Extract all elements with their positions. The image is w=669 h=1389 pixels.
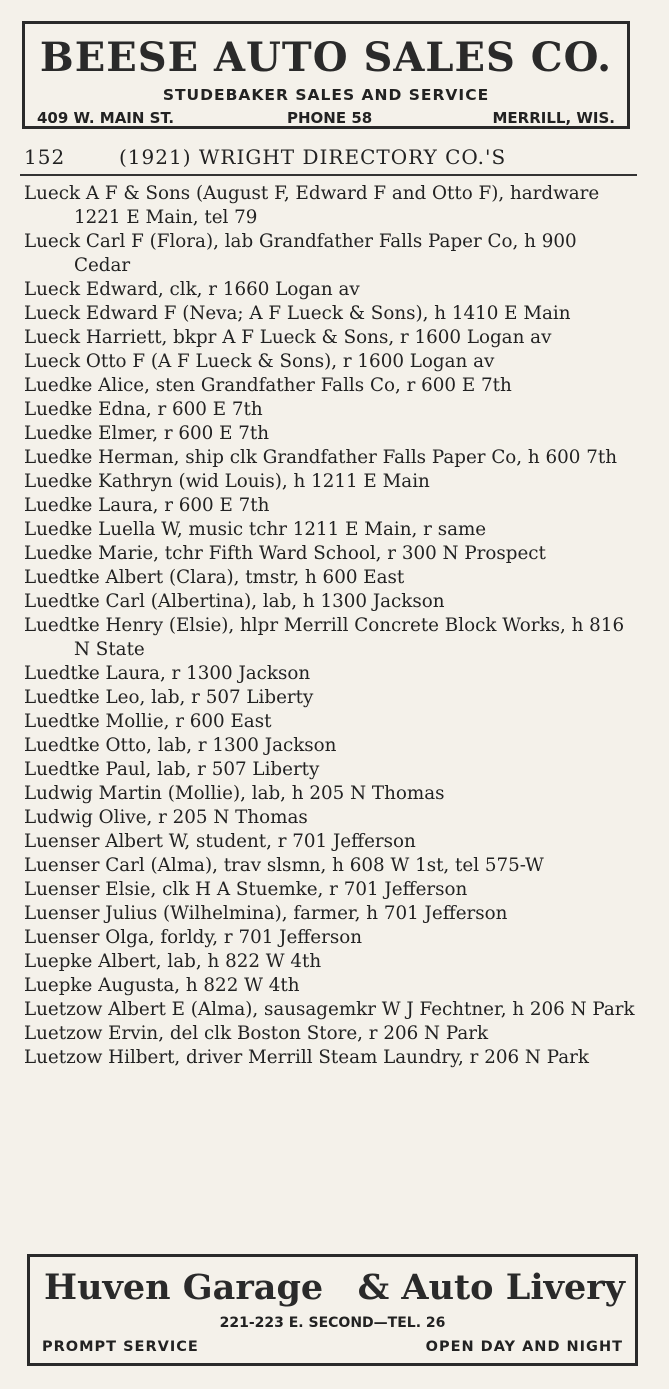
directory-entry: Lueck A F & Sons (August F, Edward F and Otto F), hardware 1221 E Main, tel 79 — [24, 183, 600, 228]
directory-entry: Luedke Laura, r 600 E 7th — [24, 495, 270, 516]
directory-entry: Luetzow Hilbert, driver Merrill Steam Laundry, r 206 N Park — [24, 1047, 589, 1068]
ad-title: BEESE AUTO SALES CO. — [39, 34, 613, 81]
directory-entry: Luedke Alice, sten Grandfather Falls Co, r 600 E 7th — [24, 375, 512, 396]
directory-entries — [24, 182, 638, 1070]
directory-entry: Luedke Kathryn (wid Louis), h 1211 E Main — [24, 471, 430, 492]
ad-city: MERRILL, WIS. — [492, 109, 615, 127]
directory-entry: Lueck Edward, clk, r 1660 Logan av — [24, 279, 360, 300]
directory-entry: Lueck Harriett, bkpr A F Lueck & Sons, r 1600 Logan av — [24, 327, 552, 348]
ad-title — [44, 1265, 625, 1315]
ad-tagline-left: PROMPT SERVICE — [42, 1339, 199, 1355]
directory-entry: Luedke Herman, ship clk Grandfather Falls Paper Co, h 600 7th — [24, 447, 617, 468]
directory-entry: Luepke Albert, lab, h 822 W 4th — [24, 951, 322, 972]
top-advertisement — [22, 21, 630, 129]
directory-entry: Luedtke Carl (Albertina), lab, h 1300 Jackson — [24, 591, 445, 612]
ad-tagline-right: OPEN DAY AND NIGHT — [425, 1339, 623, 1355]
ad-tagline-row — [42, 1339, 623, 1359]
directory-entry: Luedtke Albert (Clara), tmstr, h 600 East — [24, 567, 405, 588]
header-divider — [20, 174, 637, 176]
bottom-advertisement — [27, 1254, 638, 1366]
directory-entry: Luedtke Paul, lab, r 507 Liberty — [24, 759, 320, 780]
page-title: (1921) WRIGHT DIRECTORY CO.'S — [119, 145, 507, 169]
ad-subtitle: STUDEBAKER SALES AND SERVICE — [162, 86, 490, 104]
directory-entry: Luedtke Otto, lab, r 1300 Jackson — [24, 735, 337, 756]
ad-phone: PHONE 58 — [287, 109, 373, 127]
directory-entry: Ludwig Martin (Mollie), lab, h 205 N Thomas — [24, 783, 445, 804]
ad-title-right: & Auto Livery — [357, 1267, 625, 1308]
page-header — [24, 143, 634, 169]
ad-contact-row — [37, 109, 615, 127]
directory-entry: Luedtke Laura, r 1300 Jackson — [24, 663, 311, 684]
directory-entry: Luepke Augusta, h 822 W 4th — [24, 975, 300, 996]
ad-address: 221-223 E. SECOND—TEL. 26 — [219, 1315, 446, 1331]
directory-entry: Luenser Albert W, student, r 701 Jefferson — [24, 831, 416, 852]
page-number: 152 — [24, 145, 66, 169]
ad-address: 409 W. MAIN ST. — [37, 109, 175, 127]
directory-entry: Luedke Marie, tchr Fifth Ward School, r 300 N Prospect — [24, 543, 546, 564]
directory-entry: Luedke Luella W, music tchr 1211 E Main, r same — [24, 519, 487, 540]
directory-entry: Luenser Julius (Wilhelmina), farmer, h 701 Jefferson — [24, 903, 508, 924]
directory-entry: Luetzow Ervin, del clk Boston Store, r 206 N Park — [24, 1023, 489, 1044]
directory-entry: Luedke Elmer, r 600 E 7th — [24, 423, 270, 444]
directory-entry: Luenser Elsie, clk H A Stuemke, r 701 Jefferson — [24, 879, 468, 900]
directory-entry: Luedtke Mollie, r 600 East — [24, 711, 272, 732]
directory-entry: Luenser Carl (Alma), trav slsmn, h 608 W 1st, tel 575-W — [24, 855, 544, 876]
directory-entry: Ludwig Olive, r 205 N Thomas — [24, 807, 308, 828]
directory-entry: Luetzow Albert E (Alma), sausagemkr W J Fechtner, h 206 N Park — [24, 999, 635, 1020]
directory-entry: Lueck Otto F (A F Lueck & Sons), r 1600 Logan av — [24, 351, 495, 372]
directory-entry: Lueck Carl F (Flora), lab Grandfather Falls Paper Co, h 900 Cedar — [24, 231, 577, 276]
ad-title-left: Huven Garage — [44, 1267, 324, 1308]
directory-entry: Luedtke Henry (Elsie), hlpr Merrill Concrete Block Works, h 816 N State — [24, 615, 625, 660]
directory-entry: Luedtke Leo, lab, r 507 Liberty — [24, 687, 314, 708]
directory-entry: Lueck Edward F (Neva; A F Lueck & Sons), h 1410 E Main — [24, 303, 571, 324]
directory-entry: Luenser Olga, forldy, r 701 Jefferson — [24, 927, 363, 948]
directory-entry: Luedke Edna, r 600 E 7th — [24, 399, 263, 420]
